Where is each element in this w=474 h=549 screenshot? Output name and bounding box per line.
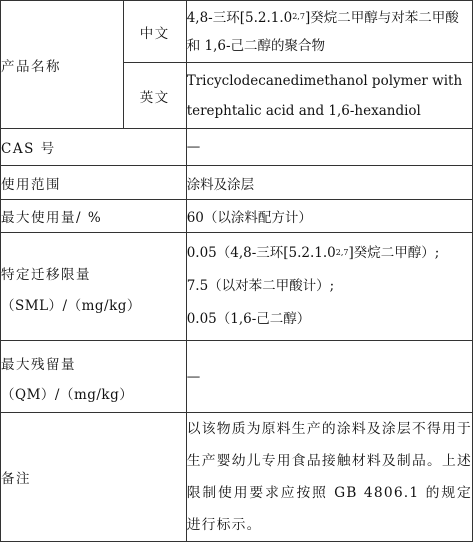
zh-name-superscript: 2,7 xyxy=(292,11,305,21)
sml-value-cell xyxy=(186,233,472,341)
table-row xyxy=(1,233,473,341)
product-name-label: 产品名称 xyxy=(1,58,61,75)
max-usage-value: 60（以涂料配方计） xyxy=(186,200,472,233)
table-row xyxy=(1,166,473,200)
qm-value: — xyxy=(186,341,472,413)
sml-label-line1: 特定迁移限量 xyxy=(1,266,91,283)
remarks-label-cell xyxy=(1,413,187,542)
cas-value: — xyxy=(186,129,472,166)
zh-name-value xyxy=(186,1,472,63)
sml-label-line2: （SML）/（mg/kg） xyxy=(1,297,141,314)
max-usage-label-cell xyxy=(1,200,187,233)
en-label-cell xyxy=(123,63,186,129)
sml-line1-part-a: 0.05（4,8-三环[5.2.1.0 xyxy=(186,245,336,261)
table-row xyxy=(1,341,473,413)
cas-label: CAS 号 xyxy=(1,141,56,157)
scope-label-cell xyxy=(1,166,187,200)
sml-line1-part-b: ]癸烷二甲醇）; xyxy=(348,245,440,261)
sml-value-line1 xyxy=(187,237,472,270)
en-name-value: Tricyclodecanedimethanol polymer with terephtalic acid and 1,6-hexandiol xyxy=(186,63,472,129)
product-name-label-cell xyxy=(1,1,124,129)
cas-label-cell xyxy=(1,129,187,166)
qm-label-line1: 最大残留量 xyxy=(1,356,76,373)
remarks-label: 备注 xyxy=(1,471,31,487)
remarks-value: 以该物质为原料生产的涂料及涂层不得用于生产婴幼儿专用食品接触材料及制品。上述限制使用要求应按照 GB 4806.1 的规定进行标示。 xyxy=(186,413,472,542)
table-row xyxy=(1,129,473,166)
table-row xyxy=(1,200,473,233)
scope-label: 使用范围 xyxy=(1,176,61,193)
sml-line1-superscript: 2,7 xyxy=(335,248,349,257)
table-row xyxy=(1,413,473,542)
max-usage-label: 最大使用量/ % xyxy=(1,210,103,226)
zh-label-cell xyxy=(123,1,186,63)
qm-label-cell xyxy=(1,341,187,413)
zh-name-part-b: ]癸烷二甲醇与对苯二甲酸和 1,6-己二醇的聚合物 xyxy=(186,9,459,54)
sml-label-cell xyxy=(1,233,187,341)
en-label: 英文 xyxy=(139,89,170,106)
zh-label: 中文 xyxy=(139,25,170,42)
zh-name-part-a: 4,8-三环[5.2.1.0 xyxy=(186,9,293,26)
qm-label-line2: （QM）/（mg/kg） xyxy=(1,386,134,403)
sml-value-line2: 7.5（以对苯二甲酸计）; xyxy=(186,278,335,294)
scope-value: 涂料及涂层 xyxy=(186,166,472,200)
table-row xyxy=(1,1,473,63)
sml-value-line3: 0.05（1,6-己二醇） xyxy=(186,311,311,327)
